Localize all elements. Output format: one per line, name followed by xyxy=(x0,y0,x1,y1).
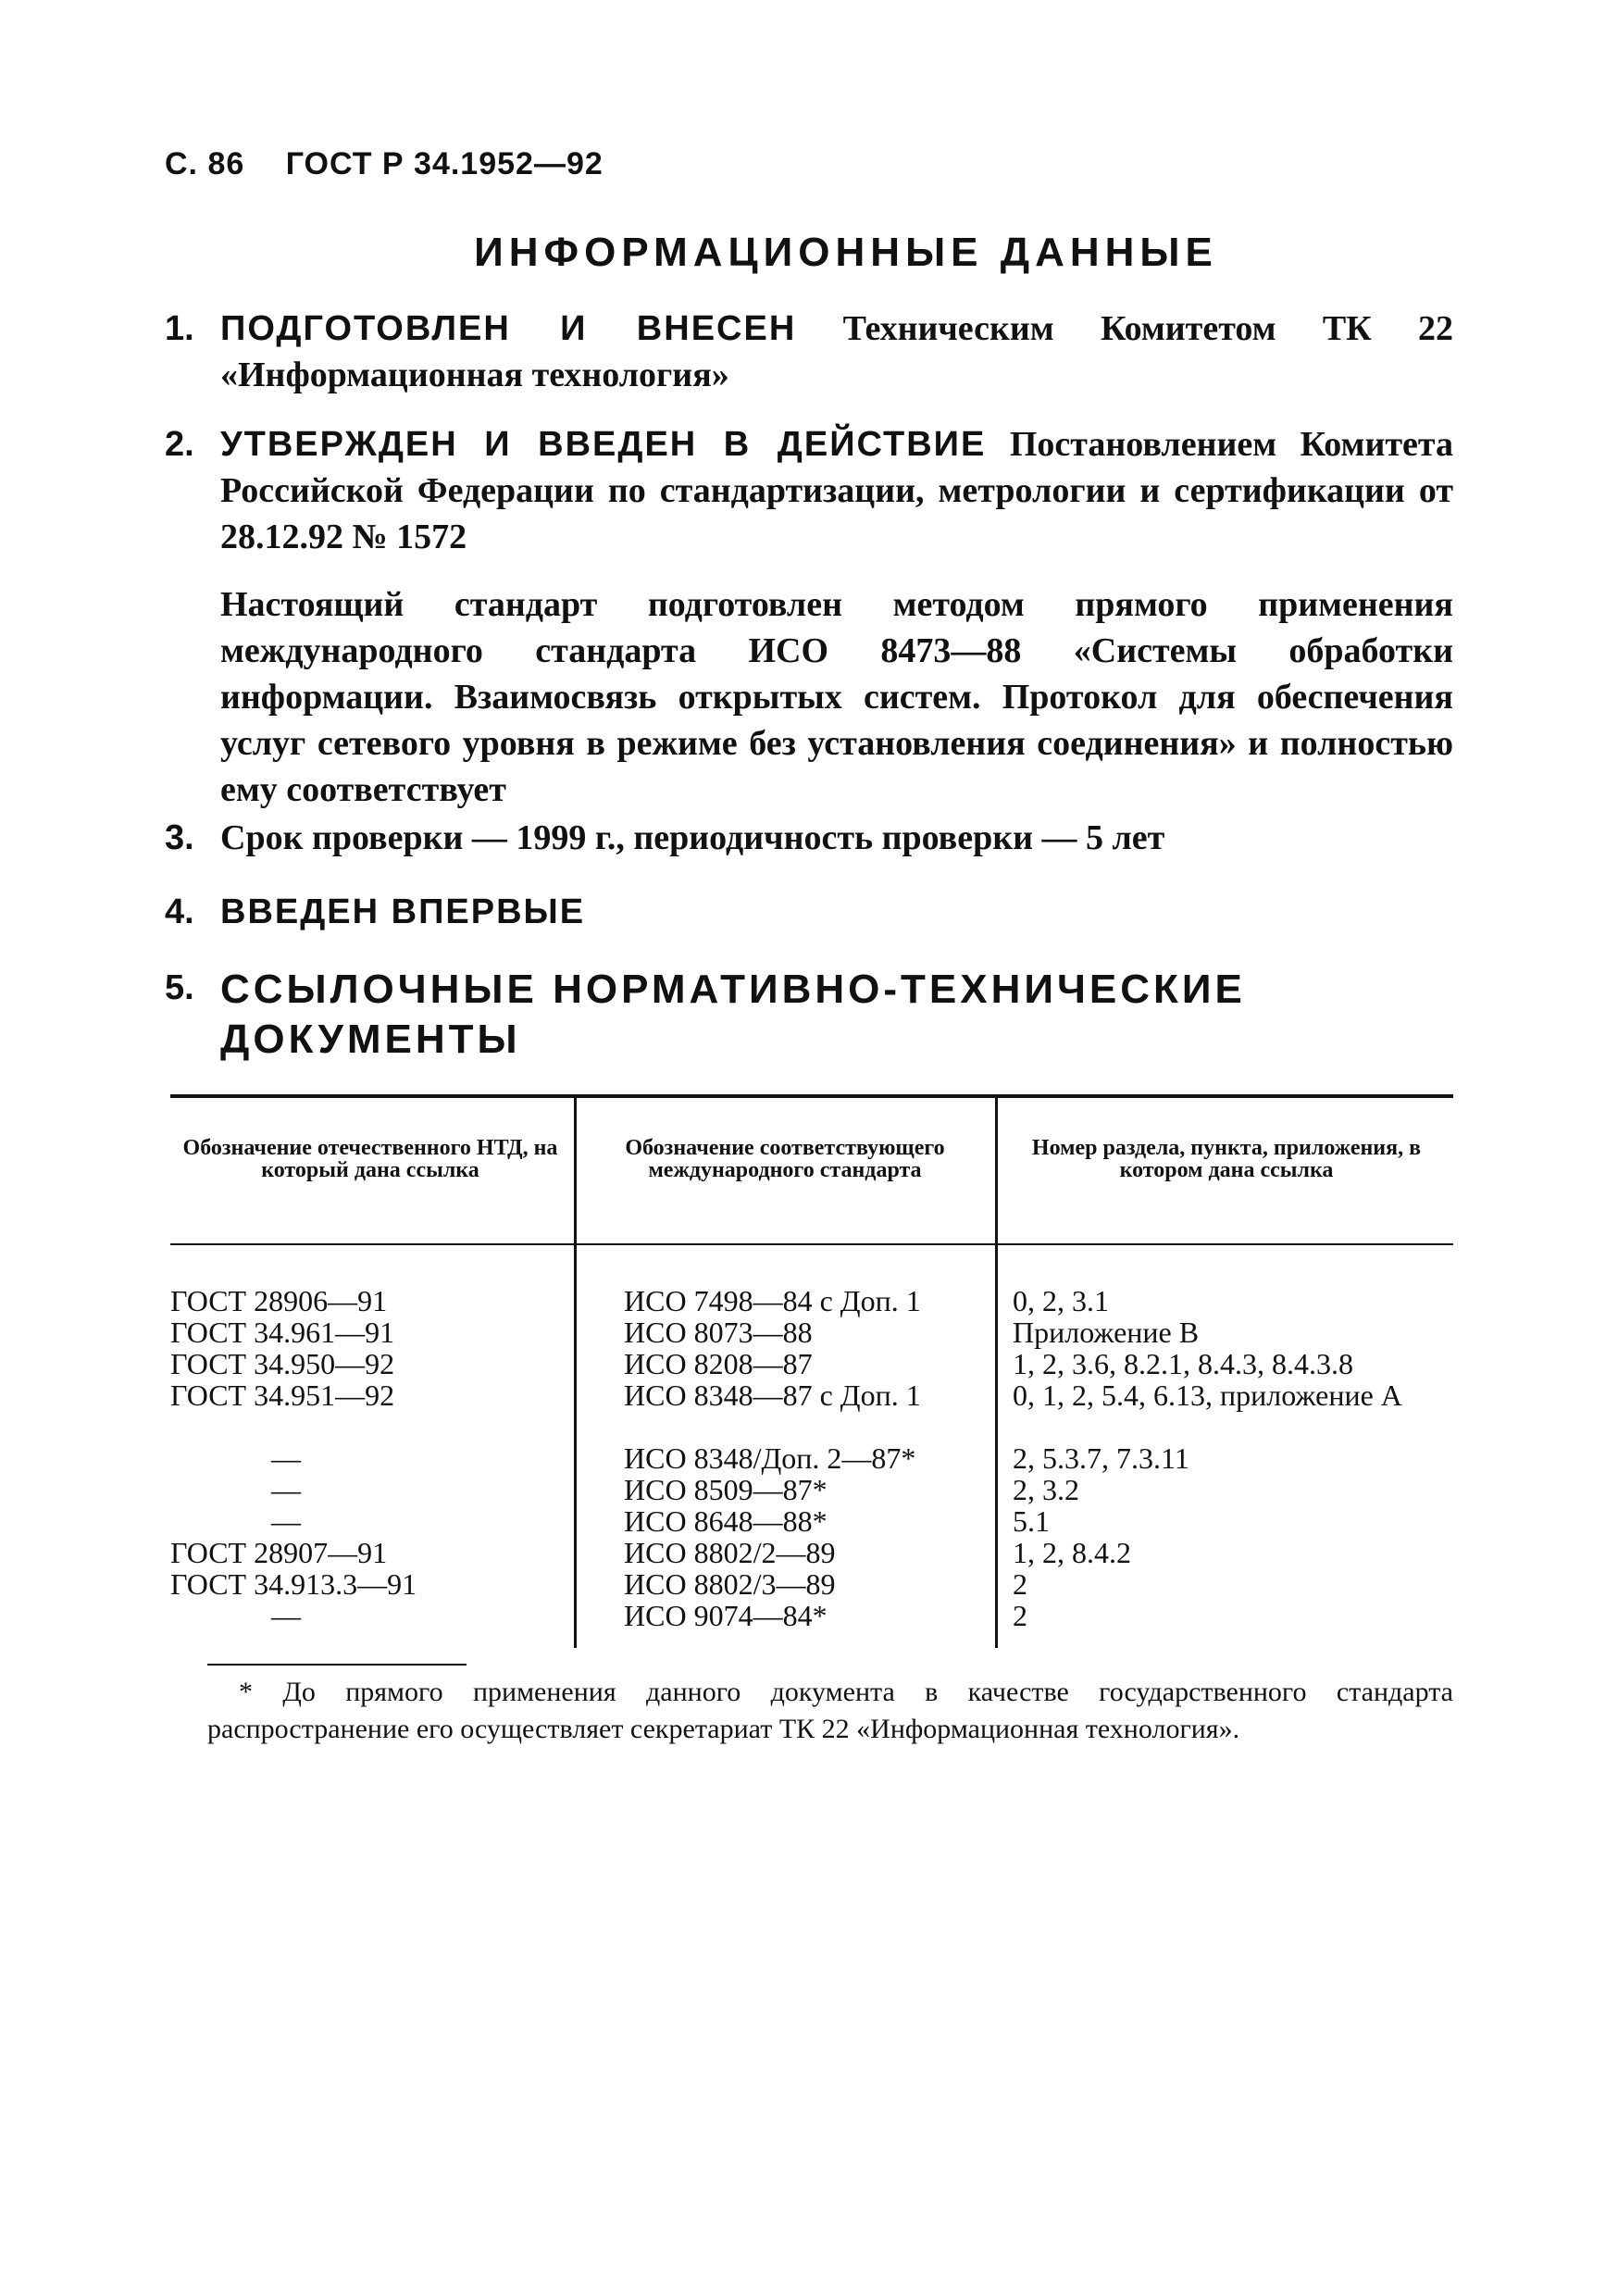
list-item-4 xyxy=(165,889,1453,935)
cell-ref: 2, 5.3.7, 7.3.11 xyxy=(1013,1441,1189,1475)
cell-iso: ИСО 8073—88 xyxy=(624,1316,813,1349)
cell-ntd: ГОСТ 28906—91 xyxy=(170,1284,388,1317)
standard-number: ГОСТ Р 34.1952—92 xyxy=(285,146,604,181)
table-header-ref: Номер раздела, пункта, приложения, в котором дана ссылка xyxy=(1031,1136,1422,1182)
cell-iso: ИСО 8648—88* xyxy=(624,1504,828,1538)
cell-iso: ИСО 8348—87 с Доп. 1 xyxy=(624,1379,921,1412)
note-paragraph xyxy=(165,581,1453,813)
table-row xyxy=(170,1537,1466,1568)
cell-ntd: — xyxy=(271,1599,301,1632)
item-caps: УТВЕРЖДЕН И ВВЕДЕН В ДЕЙСТВИЕ xyxy=(220,425,987,464)
table-row xyxy=(170,1316,1466,1348)
item-number: 3. xyxy=(165,818,194,857)
table-row xyxy=(170,1285,1466,1316)
cell-iso: ИСО 8348/Доп. 2—87* xyxy=(624,1441,916,1475)
item-number: 4. xyxy=(165,892,194,931)
footnote: * До прямого применения данного документа в качестве государственного стандарта распространение его осуществляет секретариат ТК 22 «Информационная технология». xyxy=(207,1677,1453,1744)
section-title: ИНФОРМАЦИОННЫЕ ДАННЫЕ xyxy=(474,230,1218,275)
cell-ref: 1, 2, 3.6, 8.2.1, 8.4.3, 8.4.3.8 xyxy=(1013,1347,1353,1380)
item-text: Постановлением Комитета Российской Федерации по стандартизации, метрологии и сертификации от 28.12.92 № 1572 xyxy=(220,425,1453,556)
item-text: Срок проверки — 1999 г., периодичность проверки — 5 лет xyxy=(220,818,1165,857)
cell-ref: 0, 2, 3.1 xyxy=(1013,1284,1109,1317)
cell-ntd: ГОСТ 34.961—91 xyxy=(170,1316,395,1349)
cell-ntd: — xyxy=(271,1473,301,1506)
table-row xyxy=(170,1474,1466,1505)
cell-ref: 2 xyxy=(1013,1567,1027,1601)
page-header xyxy=(165,146,635,182)
list-item-1 xyxy=(165,306,1453,398)
cell-ref: 1, 2, 8.4.2 xyxy=(1013,1536,1131,1569)
item-caps: ССЫЛОЧНЫЕ НОРМАТИВНО-ТЕХНИЧЕСКИЕ ДОКУМЕНТЫ xyxy=(220,967,1246,1062)
table-row xyxy=(170,1442,1466,1474)
footnote-rule xyxy=(207,1664,467,1666)
item-text: Техническим Комитетом ТК 22 «Информационная технология» xyxy=(220,309,1454,394)
cell-ref: 5.1 xyxy=(1013,1504,1050,1538)
table-row xyxy=(170,1505,1466,1537)
cell-iso: ИСО 8802/2—89 xyxy=(624,1536,836,1569)
cell-iso: ИСО 8802/3—89 xyxy=(624,1567,836,1601)
list-item-2 xyxy=(165,421,1453,560)
cell-iso: ИСО 8509—87* xyxy=(624,1473,828,1506)
cell-ntd: ГОСТ 34.950—92 xyxy=(170,1347,395,1380)
cell-ref: 2 xyxy=(1013,1599,1027,1632)
cell-ref: Приложение В xyxy=(1013,1316,1200,1349)
cell-ntd: ГОСТ 28907—91 xyxy=(170,1536,388,1569)
table-divider xyxy=(995,1098,998,1243)
cell-ntd: — xyxy=(271,1504,301,1538)
item-number: 5. xyxy=(165,968,194,1007)
cell-ref: 2, 3.2 xyxy=(1013,1473,1079,1506)
table-header-ntd: Обозначение отечественного НТД, на который дана ссылка xyxy=(182,1136,558,1182)
item-number: 1. xyxy=(165,309,194,348)
cell-ntd: ГОСТ 34.951—92 xyxy=(170,1379,395,1412)
cell-ntd: ГОСТ 34.913.3—91 xyxy=(170,1567,417,1601)
table-row xyxy=(170,1348,1466,1379)
list-item-3 xyxy=(165,815,1453,861)
list-item-5 xyxy=(165,965,1453,1065)
table-header-iso: Обозначение соответствующего международного стандарта xyxy=(625,1136,945,1182)
table-top-rule xyxy=(170,1094,1453,1098)
cell-ref: 0, 1, 2, 5.4, 6.13, приложение А xyxy=(1013,1379,1402,1412)
table-divider xyxy=(574,1098,577,1243)
table-body xyxy=(170,1285,1466,1631)
table-row xyxy=(170,1568,1466,1600)
note-text: Настоящий стандарт подготовлен методом прямого применения международного стандарта ИСО 8473—88 «Системы обработки информации. Взаимосвязь открытых систем. Протокол для обеспечения услуг сетевого уровня в режиме без установления соединения» и полностью ему соответствует xyxy=(220,585,1453,809)
page-number: С. 86 xyxy=(165,146,245,181)
cell-ntd: — xyxy=(271,1441,301,1475)
item-number: 2. xyxy=(165,425,194,464)
cell-iso: ИСО 8208—87 xyxy=(624,1347,813,1380)
table-row xyxy=(170,1379,1466,1442)
table-row xyxy=(170,1600,1466,1631)
item-caps: ПОДГОТОВЛЕН И ВНЕСЕН xyxy=(220,309,797,348)
table-header-rule xyxy=(170,1243,1453,1245)
cell-iso: ИСО 9074—84* xyxy=(624,1599,828,1632)
item-caps: ВВЕДЕН ВПЕРВЫЕ xyxy=(220,892,586,931)
cell-iso: ИСО 7498—84 с Доп. 1 xyxy=(624,1284,921,1317)
